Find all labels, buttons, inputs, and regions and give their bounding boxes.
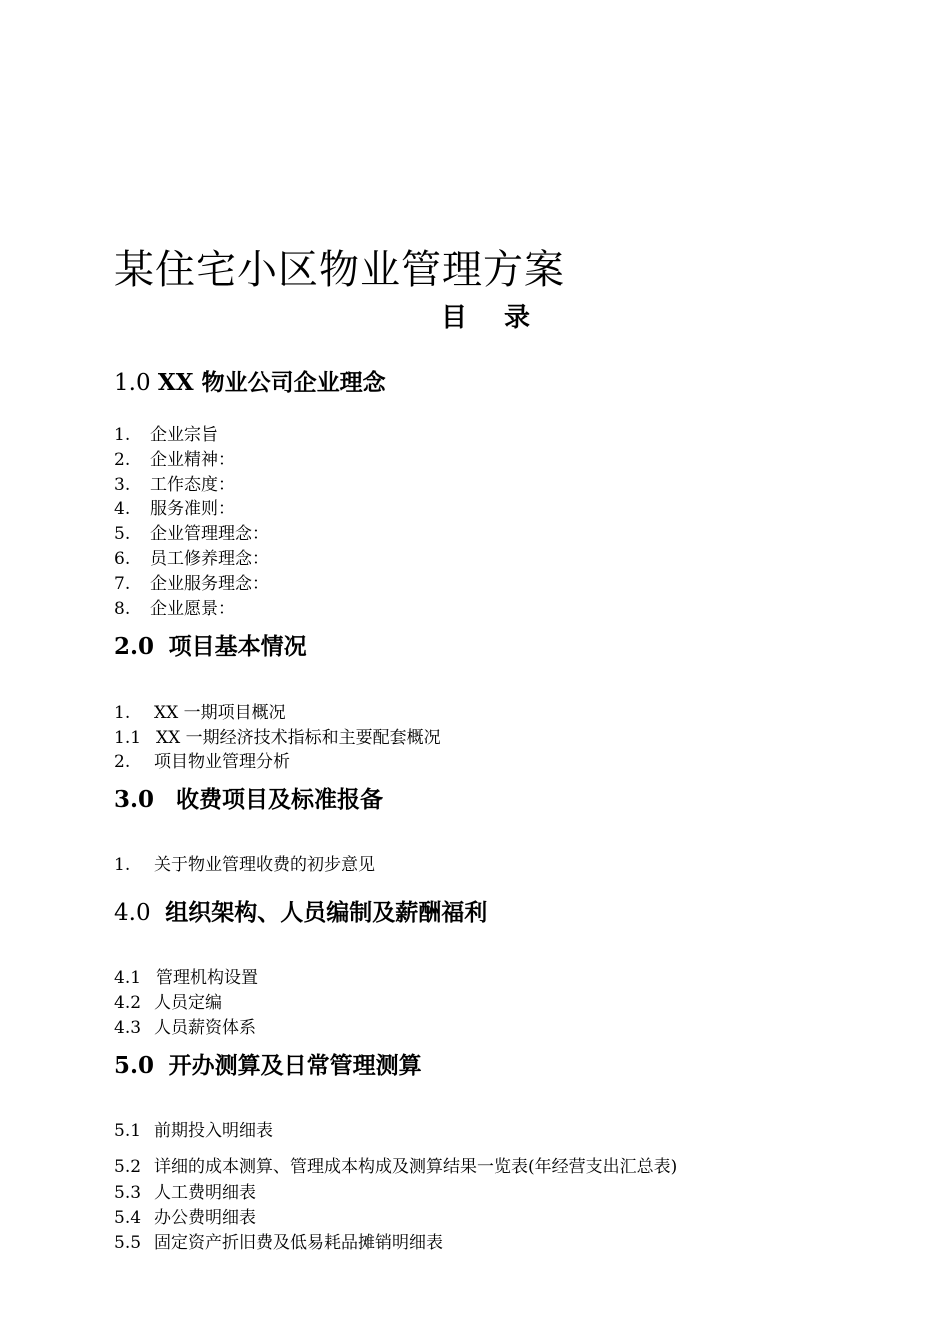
section-number: 1.0: [114, 370, 151, 396]
toc-item: [114, 448, 235, 472]
toc-item: [114, 726, 441, 750]
toc-item-label: 项目物业管理分析: [154, 752, 290, 772]
toc-item-label: 企业精神：: [150, 450, 235, 470]
toc-item-label: 企业愿景：: [150, 599, 235, 619]
toc-item: [114, 497, 235, 521]
section-number: 4.0: [114, 900, 151, 926]
toc-item: [114, 473, 235, 497]
section-title: XX 物业公司企业理念: [157, 369, 386, 396]
toc-item-number: 6.: [114, 549, 131, 569]
toc-item: [114, 701, 286, 725]
toc-item-label: 办公费明细表: [154, 1208, 256, 1228]
toc-item-label: 人工费明细表: [154, 1183, 256, 1203]
section-heading-1: [114, 367, 386, 399]
section-heading-2: [114, 631, 307, 663]
toc-item-label: XX 一期项目概况: [154, 703, 286, 723]
toc-item: [114, 1181, 256, 1205]
toc-item-number: 3.: [114, 475, 131, 495]
toc-item-number: 7.: [114, 574, 131, 594]
toc-item-label: 企业管理理念：: [150, 524, 269, 544]
toc-item-number: 4.3: [114, 1018, 142, 1038]
section-title: 开办测算及日常管理测算: [168, 1052, 422, 1079]
toc-item-label: 工作态度：: [150, 475, 235, 495]
toc-item-label: 关于物业管理收费的初步意见: [154, 855, 375, 875]
toc-item-number: 5.: [114, 524, 131, 544]
toc-item: [114, 1231, 443, 1255]
toc-item-number: 5.4: [114, 1208, 142, 1228]
toc-item-number: 4.: [114, 499, 131, 519]
toc-item-number: 2.: [114, 752, 131, 772]
document-title: 某住宅小区物业管理方案: [114, 247, 565, 293]
toc-item-label: 人员定编: [154, 993, 222, 1013]
toc-item: [114, 1155, 677, 1179]
toc-item-number: 1.1: [114, 728, 142, 748]
toc-item-label: 详细的成本测算、管理成本构成及测算结果一览表(年经营支出汇总表): [154, 1157, 678, 1177]
toc-item: [114, 1016, 256, 1040]
toc-item-number: 1.: [114, 703, 131, 723]
toc-item-number: 5.5: [114, 1233, 142, 1253]
toc-item: [114, 966, 258, 990]
section-number: 3.0: [114, 786, 155, 813]
toc-item: [114, 547, 269, 571]
toc-item: [114, 597, 235, 621]
section-heading-5: [114, 1050, 422, 1082]
toc-item: [114, 991, 222, 1015]
toc-item: [114, 853, 375, 877]
section-heading-3: [114, 784, 383, 816]
toc-item: [114, 572, 269, 596]
toc-title: 目 录: [441, 303, 545, 333]
toc-item-label: 人员薪资体系: [154, 1018, 256, 1038]
section-title: 组织架构、人员编制及薪酬福利: [165, 899, 488, 926]
toc-item-number: 1.: [114, 425, 131, 445]
toc-item-label: 前期投入明细表: [154, 1121, 273, 1141]
section-title: 收费项目及标准报备: [175, 786, 383, 813]
toc-item-label: 企业宗旨: [150, 425, 218, 445]
section-number: 5.0: [114, 1052, 155, 1079]
toc-item-label: 固定资产折旧费及低易耗品摊销明细表: [154, 1233, 443, 1253]
toc-item: [114, 1206, 256, 1230]
toc-item-number: 8.: [114, 599, 131, 619]
toc-item-label: XX 一期经济技术指标和主要配套概况: [156, 728, 441, 748]
toc-item-number: 5.2: [114, 1157, 142, 1177]
toc-item: [114, 750, 290, 774]
toc-item: [114, 1119, 273, 1143]
toc-item-number: 4.1: [114, 968, 142, 988]
toc-item: [114, 423, 218, 447]
toc-item-number: 4.2: [114, 993, 142, 1013]
section-heading-4: [114, 897, 487, 929]
toc-item-number: 2.: [114, 450, 131, 470]
toc-item-label: 员工修养理念：: [150, 549, 269, 569]
section-title: 项目基本情况: [168, 633, 307, 660]
section-number: 2.0: [114, 633, 155, 660]
toc-item-label: 企业服务理念：: [150, 574, 269, 594]
toc-item: [114, 522, 269, 546]
toc-item-number: 1.: [114, 855, 131, 875]
toc-item-label: 服务准则：: [150, 499, 235, 519]
toc-item-number: 5.3: [114, 1183, 142, 1203]
toc-item-number: 5.1: [114, 1121, 142, 1141]
toc-item-label: 管理机构设置: [156, 968, 258, 988]
